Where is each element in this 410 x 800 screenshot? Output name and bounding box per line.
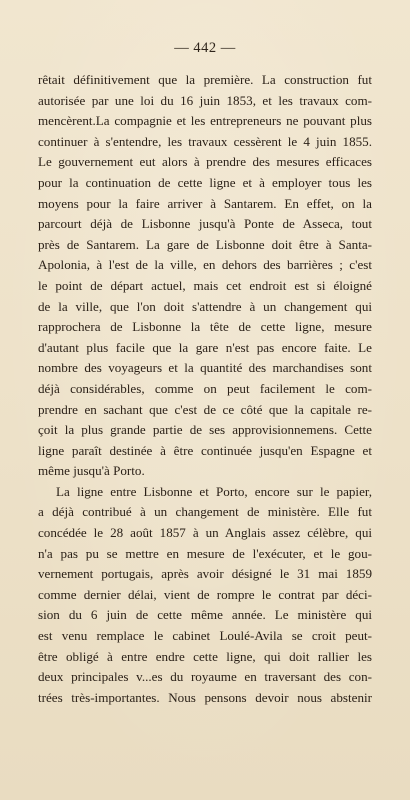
text-line: concédée le 28 août 1857 à un Anglais assez célèbre, qui [38, 525, 372, 541]
text-line: a déjà contribué à un changement de ministère. Elle fut [38, 504, 372, 520]
paragraph-2 [38, 482, 372, 709]
text-line: parcourt déjà de Lisbonne jusqu'à Ponte de Asseca, tout [38, 216, 372, 232]
text-line: même jusqu'à Porto. [38, 463, 145, 479]
text-line: mencèrent.La compagnie et les entrepreneurs ne pouvant plus [38, 113, 372, 129]
text-line: rapprochera de Lisbonne la tête de cette ligne, mesure [38, 319, 372, 335]
paragraph-1 [38, 70, 372, 482]
text-line: de la ville, que l'on doit s'attendre à un changement qui [38, 298, 372, 314]
text-line: moyens pour la faire arriver à Santarem. En effet, on la [38, 195, 372, 211]
text-line: déjà considérables, comme on peut facilement le com- [38, 380, 372, 396]
text-line: vernement portugais, après avoir désigné le 31 mai 1859 [38, 566, 372, 582]
text-line: ligne paraît destinée à être continuée jusqu'en Espagne et [38, 442, 372, 458]
text-line: pour la continuation de cette ligne et à employer tous les [38, 174, 372, 190]
text-line: prendre en sachant que c'est de ce côté que la capitale re- [38, 401, 372, 417]
text-line: près de Santarem. La gare de Lisbonne doit être à Santa- [38, 236, 372, 252]
text-line: d'autant plus facile que la gare n'est pas encore faite. Le [38, 339, 372, 355]
text-line: nombre des voyageurs et la quantité des marchandises sont [38, 360, 372, 376]
text-line: le point de départ actuel, mais cet endroit est si éloigné [38, 277, 372, 293]
text-line: trées très-importantes. Nous pensons devoir nous abstenir [38, 689, 372, 705]
text-line: être obligé à entre endre cette ligne, qui doit rallier les [38, 648, 372, 664]
text-line: autorisée par une loi du 16 juin 1853, et les travaux com- [38, 92, 372, 108]
text-line: n'a pas pu se mettre en mesure de l'exécuter, et le gou- [38, 545, 372, 561]
body-text [38, 70, 372, 708]
text-line: Apolonia, à l'est de la ville, en dehors des barrières ; c'est [38, 257, 372, 273]
text-line: comme dernier délai, vient de rompre le contrat par déci- [38, 586, 372, 602]
text-line: Le gouvernement eut alors à prendre des mesures efficaces [38, 154, 372, 170]
text-line: sion du 6 juin de cette même année. Le ministère qui [38, 607, 372, 623]
text-line: çoit la plus grande partie de ses approvisionnemens. Cette [38, 422, 372, 438]
text-line: continuer à s'entendre, les travaux cessèrent le 4 juin 1855. [38, 133, 372, 149]
text-line: deux principales v...es du royaume en traversant des con- [38, 669, 372, 685]
text-line: est venu remplace le cabinet Loulé-Avila se croit peut- [38, 628, 372, 644]
text-line: La ligne entre Lisbonne et Porto, encore sur le papier, [56, 483, 372, 499]
page-number: — 442 — [174, 40, 236, 56]
text-line: rêtait définitivement que la première. La construction fut [38, 72, 372, 87]
